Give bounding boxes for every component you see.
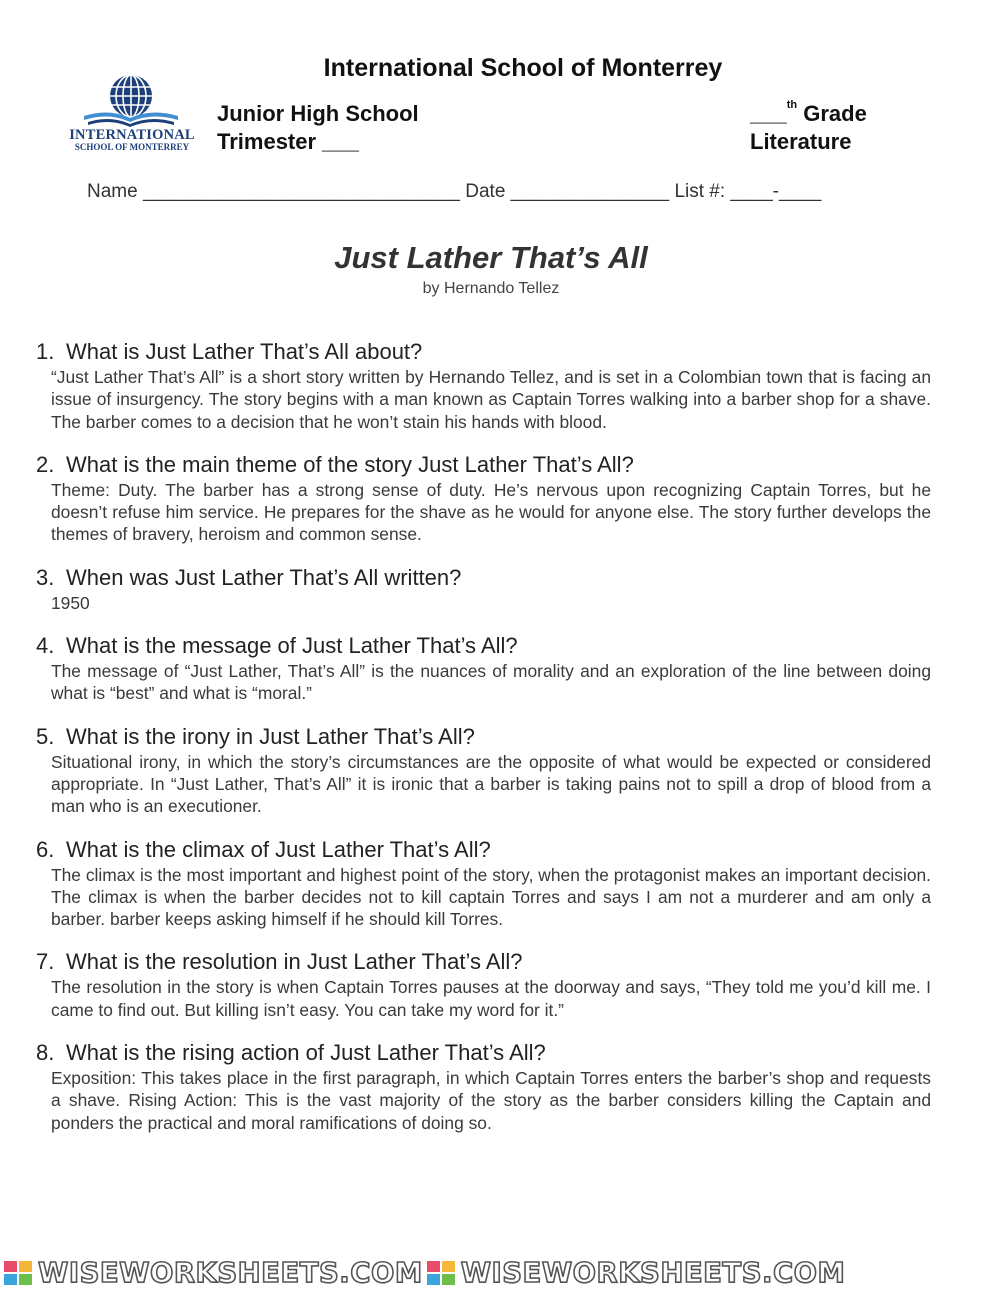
- question-item: [36, 564, 931, 614]
- question-heading: [36, 948, 931, 976]
- question-item: [36, 836, 931, 931]
- school-title: International School of Monterrey: [323, 54, 723, 82]
- question-number: 5.: [36, 723, 55, 749]
- question-text: What is the rising action of Just Lather That’s All?: [66, 1040, 546, 1066]
- question-text: What is the resolution in Just Lather That’s All?: [66, 949, 523, 975]
- logo-text-international: INTERNATIONAL: [69, 127, 195, 143]
- colored-squares-icon: [426, 1260, 456, 1286]
- question-number: 7.: [36, 949, 55, 975]
- question-item: [36, 632, 931, 705]
- subject-label: Literature: [750, 129, 852, 154]
- watermark-logo: [0, 1257, 423, 1289]
- answer-text: The climax is the most important and highest point of the story, when the protagonist makes an important decision. The climax is when the barber decides not to kill captain Torres and says I am not a murderer and am only a barber. barber keeps asking himself if he should kill Torres.: [51, 864, 931, 930]
- question-heading: [36, 451, 931, 479]
- answer-text: Exposition: This takes place in the first paragraph, in which Captain Torres enters the barber’s shop and requests a shave. Rising Action: This is the vast majority of the story as the barber considers killing the Captain and ponders the practical and moral ramifications of doing so.: [51, 1068, 931, 1133]
- question-number: 2.: [36, 451, 55, 477]
- question-item: [36, 338, 931, 433]
- grade-blank: ___: [750, 101, 787, 126]
- colored-squares-icon: [3, 1260, 33, 1286]
- question-item: [36, 723, 931, 818]
- watermark-text: WISEWORKSHEETS.COM: [38, 1257, 423, 1289]
- trimester-field: Trimester ___: [217, 129, 359, 154]
- question-text: What is the message of Just Lather That’s All?: [66, 633, 518, 659]
- answer-text: 1950: [51, 592, 90, 613]
- grade-suffix: th: [786, 99, 798, 111]
- answer-text: Theme: Duty. The barber has a strong sense of duty. He’s nervous upon recognizing Captain Torres, but he doesn’t refuse him service. He prepares for the shave as he would for anyone else. The story further develops the themes of bravery, heroism and common sense.: [51, 479, 931, 545]
- question-text: When was Just Lather That’s All written?: [66, 564, 462, 590]
- grade-label: Grade: [803, 101, 867, 126]
- question-item: [36, 451, 931, 546]
- answer-text: “Just Lather That’s All” is a short story written by Hernando Tellez, and is set in a Colombian town that is facing an issue of insurgency. The story begins with a man known as Captain Torres walking into a barber shop for a shave. The barber comes to a decision that he won’t stain his hands with blood.: [51, 367, 931, 432]
- question-number: 6.: [36, 836, 55, 862]
- watermark-logo: [423, 1257, 846, 1289]
- question-number: 8.: [36, 1040, 55, 1066]
- question-text: What is Just Lather That’s All about?: [66, 339, 423, 364]
- logo-text-school: SCHOOL OF MONTERREY: [74, 142, 190, 152]
- question-text: What is the main theme of the story Just Lather That’s All?: [66, 451, 634, 477]
- question-text: What is the irony in Just Lather That’s All?: [66, 723, 475, 749]
- answer-text: The resolution in the story is when Captain Torres pauses at the doorway and says, “They told me you’d kill me. I came to find out. But killing isn’t easy. You can take my word for it.”: [51, 977, 931, 1020]
- question-item: [36, 948, 931, 1021]
- answer-text: The message of “Just Lather, That’s All” is the nuances of morality and an exploration of the line between doing what is “best” and what is “moral.”: [51, 661, 931, 704]
- question-text: What is the climax of Just Lather That’s All?: [66, 836, 491, 862]
- question-heading: [36, 1039, 931, 1067]
- question-heading: [36, 836, 931, 864]
- watermark-text: WISEWORKSHEETS.COM: [460, 1257, 846, 1289]
- question-list: [36, 338, 931, 1134]
- document-byline: by Hernando Tellez: [422, 280, 560, 297]
- question-number: 4.: [36, 633, 55, 659]
- school-level: Junior High School: [217, 101, 419, 126]
- question-number: 1.: [36, 339, 55, 364]
- question-number: 3.: [36, 564, 55, 590]
- name-date-list-line: Name ______________________________ Date _______________ List #: ____-____: [87, 181, 822, 202]
- document-title: Just Lather That’s All: [334, 240, 648, 275]
- question-item: [36, 1039, 931, 1134]
- question-heading: [36, 723, 931, 751]
- footer-watermark: [0, 1258, 1000, 1288]
- question-heading: [36, 338, 931, 366]
- grade-field: [750, 101, 867, 127]
- question-heading: [36, 632, 931, 660]
- answer-text: Situational irony, in which the story’s circumstances are the opposite of what would be expected or considered appropriate. In “Just Lather, That’s All” it is ironic that a barber is taking pains not to spill a drop of blood from a man who is an executioner.: [51, 751, 931, 817]
- question-heading: [36, 564, 931, 592]
